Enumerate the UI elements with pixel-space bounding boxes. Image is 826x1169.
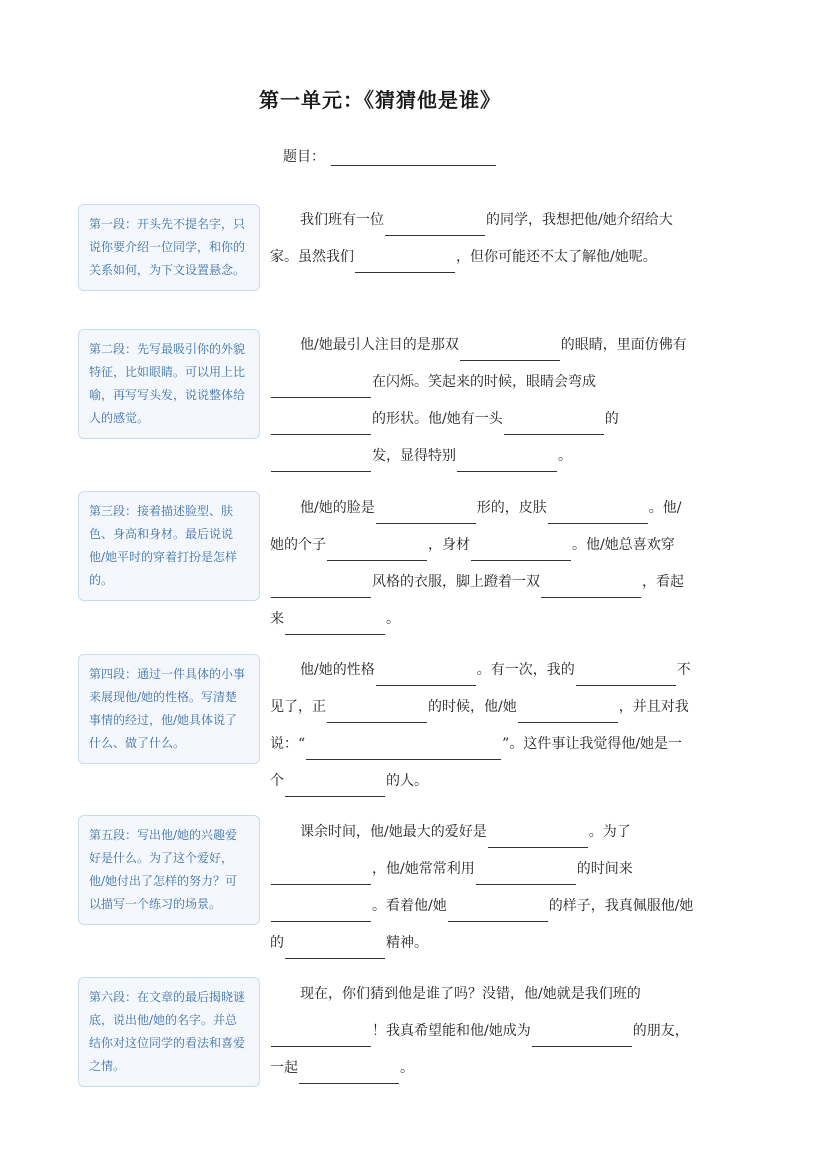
fill-blank[interactable]	[385, 213, 485, 236]
para-text: 的人。	[386, 773, 428, 789]
fill-blank[interactable]	[285, 936, 385, 959]
para-text: 他/她的脸是	[300, 500, 375, 516]
para-text: 的样子，我真佩服他/她的	[270, 898, 694, 951]
para-text: 他/她的性格	[300, 662, 375, 678]
paragraph-3	[270, 490, 694, 638]
para-text: ，但你可能还不太了解他/她呢。	[456, 249, 657, 265]
topic-blank[interactable]	[331, 147, 496, 166]
fill-blank[interactable]	[518, 700, 618, 723]
para-text: 风格的衣服，脚上蹬着一双	[372, 574, 540, 590]
fill-blank[interactable]	[488, 825, 588, 848]
para-text: 形的，皮肤	[476, 500, 547, 516]
tip-box-2: 第二段：先写最吸引你的外貌特征，比如眼睛。可以用上比喻，再写写头发，说说整体给人的感觉。	[78, 329, 260, 439]
para-text: ，并且对我说：“	[270, 699, 689, 752]
para-text: 。他/她总喜欢穿	[572, 537, 675, 553]
para-text: ！我真希望能和他/她成为	[372, 1023, 531, 1039]
fill-blank[interactable]	[285, 612, 385, 635]
para-text: 课余时间，他/她最大的爱好是	[300, 824, 487, 840]
para-text: 。他/她的个子	[270, 500, 682, 553]
page-title: 第一单元：《猜猜他是谁》	[259, 88, 501, 112]
fill-blank[interactable]	[376, 501, 476, 524]
para-text: 的时间来	[576, 861, 633, 877]
fill-blank[interactable]	[541, 575, 641, 598]
para-text: 。看着他/她	[372, 898, 447, 914]
fill-blank[interactable]	[504, 412, 604, 435]
fill-blank[interactable]	[471, 538, 571, 561]
fill-blank[interactable]	[460, 338, 560, 361]
fill-blank[interactable]	[355, 250, 455, 273]
para-text: ，身材	[428, 537, 470, 553]
para-text: 。	[400, 1060, 414, 1076]
paragraph-6	[270, 976, 694, 1087]
para-text: 的形状。他/她有一头	[372, 411, 503, 427]
paragraph-4	[270, 652, 694, 800]
fill-blank[interactable]	[271, 575, 371, 598]
para-text: ，他/她常常利用	[372, 861, 475, 877]
fill-blank[interactable]	[376, 663, 476, 686]
para-text: 的朋友，一起	[270, 1023, 689, 1076]
para-text: 我们班有一位	[300, 212, 384, 228]
fill-blank[interactable]	[548, 501, 648, 524]
fill-blank[interactable]	[271, 412, 371, 435]
para-text: 在闪烁。笑起来的时候，眼睛会弯成	[372, 374, 596, 390]
paragraph-5	[270, 814, 694, 962]
para-text: 的	[604, 411, 619, 427]
fill-blank[interactable]	[327, 700, 427, 723]
fill-blank[interactable]	[271, 899, 371, 922]
para-text: ”。这件事让我觉得他/她是一个	[270, 736, 683, 789]
paragraph-2	[270, 327, 694, 475]
fill-blank[interactable]	[271, 862, 371, 885]
quote-blank[interactable]	[306, 737, 501, 760]
para-text: 精神。	[386, 935, 428, 951]
fill-blank[interactable]	[271, 375, 371, 398]
para-text: ，看起来	[270, 574, 684, 627]
tip-box-5: 第五段：写出他/她的兴趣爱好是什么。为了这个爱好，他/她付出了怎样的努力？可以描写一个练习的场景。	[78, 815, 260, 925]
para-text: 。	[558, 448, 572, 464]
fill-blank[interactable]	[448, 899, 548, 922]
para-text: 发，显得特别	[372, 448, 456, 464]
fill-blank[interactable]	[285, 774, 385, 797]
para-text: 的时候，他/她	[428, 699, 517, 715]
fill-blank[interactable]	[576, 663, 676, 686]
tip-box-1: 第一段：开头先不提名字，只说你要介绍一位同学，和你的关系如何，为下文设置悬念。	[78, 204, 260, 291]
fill-blank[interactable]	[476, 862, 576, 885]
para-text: 。	[386, 611, 400, 627]
fill-blank[interactable]	[327, 538, 427, 561]
tip-box-4: 第四段：通过一件具体的小事来展现他/她的性格。写清楚事情的经过，他/她具体说了什么、做了什么。	[78, 654, 260, 764]
paragraph-1	[270, 202, 694, 276]
para-text: 的眼睛，里面仿佛有	[560, 337, 687, 353]
fill-blank[interactable]	[271, 1024, 371, 1047]
fill-blank[interactable]	[299, 1061, 399, 1084]
para-text: 不见了，正	[270, 662, 691, 715]
tip-box-3: 第三段：接着描述脸型、肤色、身高和身材。最后说说他/她平时的穿着打扮是怎样的。	[78, 491, 260, 601]
topic-label: 题目：	[283, 149, 325, 165]
para-text: 。有一次，我的	[476, 662, 575, 678]
fill-blank[interactable]	[457, 449, 557, 472]
fill-blank[interactable]	[271, 449, 371, 472]
para-text: 。为了	[588, 824, 631, 840]
para-text: 他/她最引人注目的是那双	[300, 337, 459, 353]
tip-box-6: 第六段：在文章的最后揭晓谜底，说出他/她的名字。并总结你对这位同学的看法和喜爱之情。	[78, 977, 260, 1087]
topic-row	[283, 146, 496, 166]
para-text: 现在，你们猜到他是谁了吗？没错，他/她就是我们班的	[300, 986, 641, 1002]
fill-blank[interactable]	[532, 1024, 632, 1047]
para-text: 的同学，我想把他/她介绍给大家。虽然我们	[270, 212, 673, 265]
